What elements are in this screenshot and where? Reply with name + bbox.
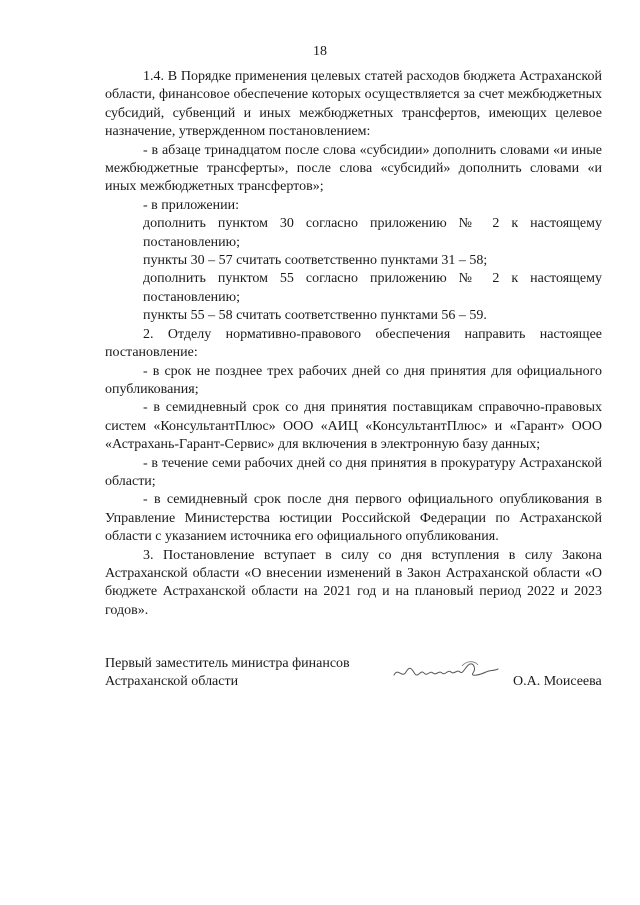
paragraph-publication: - в срок не позднее трех рабочих дней со дня принятия для официального опубликования;: [105, 363, 602, 397]
signatory-name: О.А. Моисеева: [513, 674, 602, 689]
paragraph-3: 3. Постановление вступает в силу со дня вступления в силу Закона Астраханской области «О внесении изменений в Закон Астраханской области «О бюджете Астраханской области на 2021 год и на плановый период 2022 и 2023 годов».: [105, 547, 602, 618]
paragraph-legal-systems: - в семидневный срок со дня принятия поставщикам справочно-правовых систем «КонсультантПлюс» ООО «АИЦ «КонсультантПлюс» и «Гарант» ООО «Астрахань-Гарант-Сервис» для включения в электронную базу данных;: [105, 400, 602, 453]
paragraph-item-paragraph-thirteen: - в абзаце тринадцатом после слова «субсидии» дополнить словами «и иные межбюджетные трансферты», после слова «субсидий» дополнить словами «и иных межбюджетных трансфертов»;: [105, 142, 602, 195]
signatory-title-line-1: Первый заместитель министра финансов: [105, 656, 350, 671]
paragraph-add-point-55: дополнить пунктом 55 согласно приложению № 2 к настоящему постановлению;: [143, 271, 602, 305]
paragraph-add-point-30: дополнить пунктом 30 согласно приложению № 2 к настоящему постановлению;: [143, 216, 602, 250]
signature-block: [105, 655, 605, 695]
paragraph-item-appendix: - в приложении:: [143, 197, 239, 213]
signatory-title: [105, 655, 385, 692]
paragraph-ministry-justice: - в семидневный срок после дня первого официального опубликования в Управление Министерства юстиции Российской Федерации по Астраханской области с указанием источника его официального опубликования.: [105, 492, 602, 545]
document-body: [105, 68, 602, 620]
paragraph-renumber-30-57: пункты 30 – 57 считать соответственно пунктами 31 – 58;: [143, 253, 488, 269]
paragraph-prosecutor: - в течение семи рабочих дней со дня принятия в прокуратуру Астраханской области;: [105, 455, 602, 489]
signatory-title-line-2: Астраханской области: [105, 674, 239, 690]
paragraph-2: 2. Отделу нормативно-правового обеспечения направить настоящее постановление:: [105, 326, 602, 361]
handwritten-signature-icon: [390, 657, 510, 687]
paragraph-renumber-55-58: пункты 55 – 58 считать соответственно пунктами 56 – 59.: [143, 308, 487, 324]
page-number: 18: [313, 44, 327, 59]
paragraph-1-4: 1.4. В Порядке применения целевых статей расходов бюджета Астраханской области, финансовое обеспечение которых осуществляется за счет межбюджетных субсидий, субвенций и иных межбюджетных трансфертов, имеющих целевое назначение, утвержденном постановлением:: [105, 69, 602, 140]
